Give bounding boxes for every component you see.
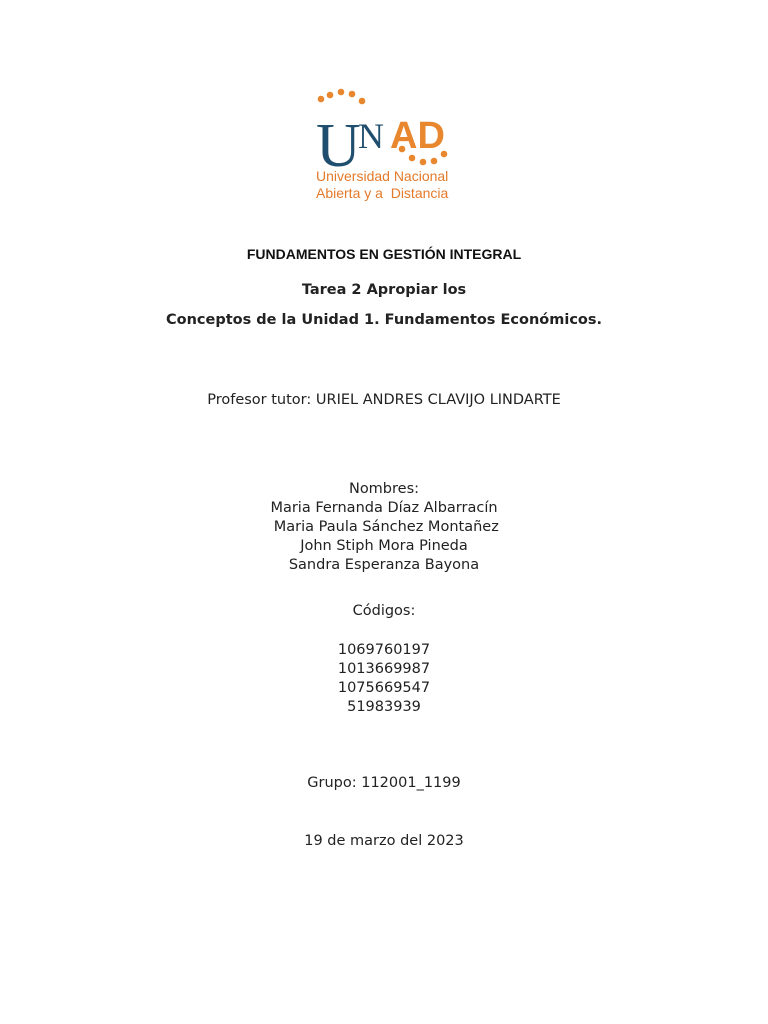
logo-letter-u: U bbox=[316, 112, 361, 168]
professor-line: Profesor tutor: URIEL ANDRES CLAVIJO LINDARTE bbox=[207, 392, 561, 408]
student-code: 51983939 bbox=[347, 699, 421, 715]
student-code: 1069760197 bbox=[337, 642, 431, 658]
student-name: John Stiph Mora Pineda bbox=[300, 538, 468, 554]
group-line: Grupo: 112001_1199 bbox=[307, 775, 461, 791]
student-name: Sandra Esperanza Bayona bbox=[288, 557, 480, 573]
student-code: 1075669547 bbox=[337, 680, 431, 696]
student-name: Maria Fernanda Díaz Albarracín bbox=[270, 500, 498, 516]
codes-label: Códigos: bbox=[352, 603, 416, 619]
names-section bbox=[0, 480, 768, 575]
logo-university-name-line2: Abierta y a Distancia bbox=[316, 185, 449, 201]
names-label: Nombres: bbox=[348, 481, 420, 497]
codes-section bbox=[0, 641, 768, 717]
logo-university-name-line1: Universidad Nacional bbox=[316, 168, 449, 184]
student-name: Maria Paula Sánchez Montañez bbox=[269, 519, 499, 535]
course-title: FUNDAMENTOS EN GESTIÓN INTEGRAL bbox=[246, 246, 522, 262]
unad-logo-mark bbox=[308, 86, 468, 168]
task-title-line1: Tarea 2 Apropiar los bbox=[301, 282, 467, 298]
unad-logo bbox=[308, 86, 468, 206]
task-title-line2: Conceptos de la Unidad 1. Fundamentos Económicos. bbox=[165, 312, 603, 328]
student-code: 1013669987 bbox=[337, 661, 431, 677]
logo-letter-n: N bbox=[358, 116, 384, 156]
date-line: 19 de marzo del 2023 bbox=[304, 833, 464, 849]
logo-letters-ad: AD bbox=[390, 115, 445, 157]
